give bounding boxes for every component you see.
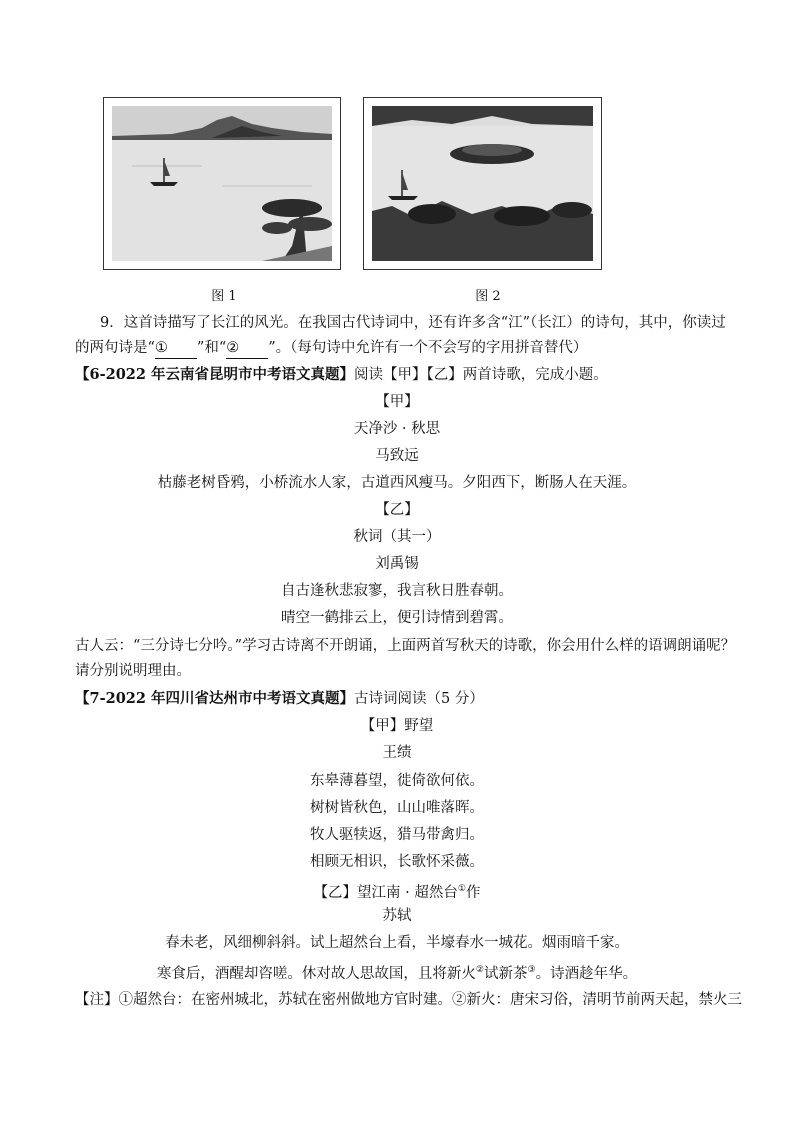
figure-1-caption: 图 1 [211, 289, 237, 304]
q7-jia-title: 【甲】野望 [360, 718, 434, 734]
q6-header-rest: 阅读【甲】【乙】两首诗歌，完成小题。 [354, 367, 608, 383]
q9-line-2-mid: ”和“ [196, 340, 227, 356]
q6-yi-title: 秋词（其一） [353, 529, 441, 545]
q6-jia-author: 马致远 [375, 448, 419, 464]
q7-header-source: 7-2022 年四川省达州市中考语文真题 [89, 690, 340, 707]
q7-jia-author: 王绩 [382, 745, 412, 761]
q7-notes: 【注】①超然台：在密州城北，苏轼在密州做地方官时建。②新火：唐宋习俗，清明节前两天起，禁火三 [75, 992, 742, 1008]
q7-yi-title-note: ① [457, 884, 466, 894]
q6-question-line-2: 请分别说明理由。 [75, 663, 191, 679]
q7-header-rest: 古诗词阅读（5 分） [354, 691, 484, 707]
q7-header-open: 【 [75, 690, 90, 707]
q9-line-1: 9．这首诗描写了长江的风光。在我国古代诗词中，还有许多含“江”（长江）的诗句，其中，你读过 [100, 315, 726, 331]
q9-blank-1: ① [155, 338, 197, 359]
q6-jia-label: 【甲】 [375, 394, 419, 410]
figure-1-frame [103, 97, 341, 270]
q9-line-2 [75, 338, 587, 359]
q7-yi-line-2-pre: 寒食后，酒醒却咨嗟。休对故人思故国，且将新火 [156, 965, 476, 982]
q7-yi-line-2 [0, 960, 794, 984]
q6-jia-title: 天净沙 · 秋思 [353, 421, 441, 437]
q6-header [75, 365, 608, 385]
q9-line-2-post: ”。（每句诗中允许有一个不会写的字用拼音替代） [268, 340, 588, 356]
q6-header-source: 6-2022 年云南省昆明市中考语文真题 [89, 366, 340, 383]
q7-yi-title-pre: 【乙】望江南 · 超然台 [313, 884, 458, 901]
q7-yi-author: 苏轼 [382, 908, 412, 924]
figure-1-landscape-image [112, 106, 332, 261]
q7-header [75, 689, 484, 709]
q7-yi-note-3: ③ [527, 965, 536, 975]
figure-2-landscape-image [372, 106, 593, 261]
q7-jia-line-2: 树树皆秋色，山山唯落晖。 [310, 800, 484, 816]
q7-yi-title-post: 作 [465, 884, 481, 901]
q7-jia-line-1: 东皋薄暮望，徙倚欲何依。 [310, 773, 484, 789]
q6-yi-author: 刘禹锡 [375, 556, 419, 572]
q7-yi-note-2: ② [475, 965, 484, 975]
q6-yi-label: 【乙】 [375, 502, 419, 518]
q6-header-open: 【 [75, 366, 90, 383]
q6-yi-line-2: 晴空一鹤排云上，便引诗情到碧霄。 [281, 610, 513, 626]
q7-header-close: 】 [339, 690, 355, 707]
figure-2-caption: 图 2 [475, 289, 501, 304]
q7-jia-line-4: 相顾无相识，长歌怀采薇。 [310, 854, 484, 870]
q6-header-close: 】 [339, 366, 355, 383]
q6-jia-text: 枯藤老树昏鸦，小桥流水人家，古道西风瘦马。夕阳西下，断肠人在天涯。 [157, 475, 637, 491]
q9-blank-2: ② [226, 338, 268, 359]
q7-jia-line-3: 牧人驱犊返，猎马带禽归。 [310, 827, 484, 843]
q7-yi-line-1: 春未老，风细柳斜斜。试上超然台上看，半壕春水一城花。烟雨暗千家。 [165, 935, 629, 951]
q7-yi-line-2-post: 。诗酒趁年华。 [535, 965, 638, 982]
q6-question-line-1: 古人云：“三分诗七分吟。”学习古诗离不开朗诵，上面两首写秋天的诗歌，你会用什么样的语调朗诵呢？ [75, 638, 736, 654]
q7-yi-line-2-mid: 试新茶 [484, 965, 528, 982]
q6-yi-line-1: 自古逢秋悲寂寥，我言秋日胜春朝。 [281, 583, 513, 599]
q7-yi-title [0, 879, 794, 903]
figure-2-frame [363, 97, 602, 270]
q9-line-2-pre: 的两句诗是“ [75, 340, 155, 356]
